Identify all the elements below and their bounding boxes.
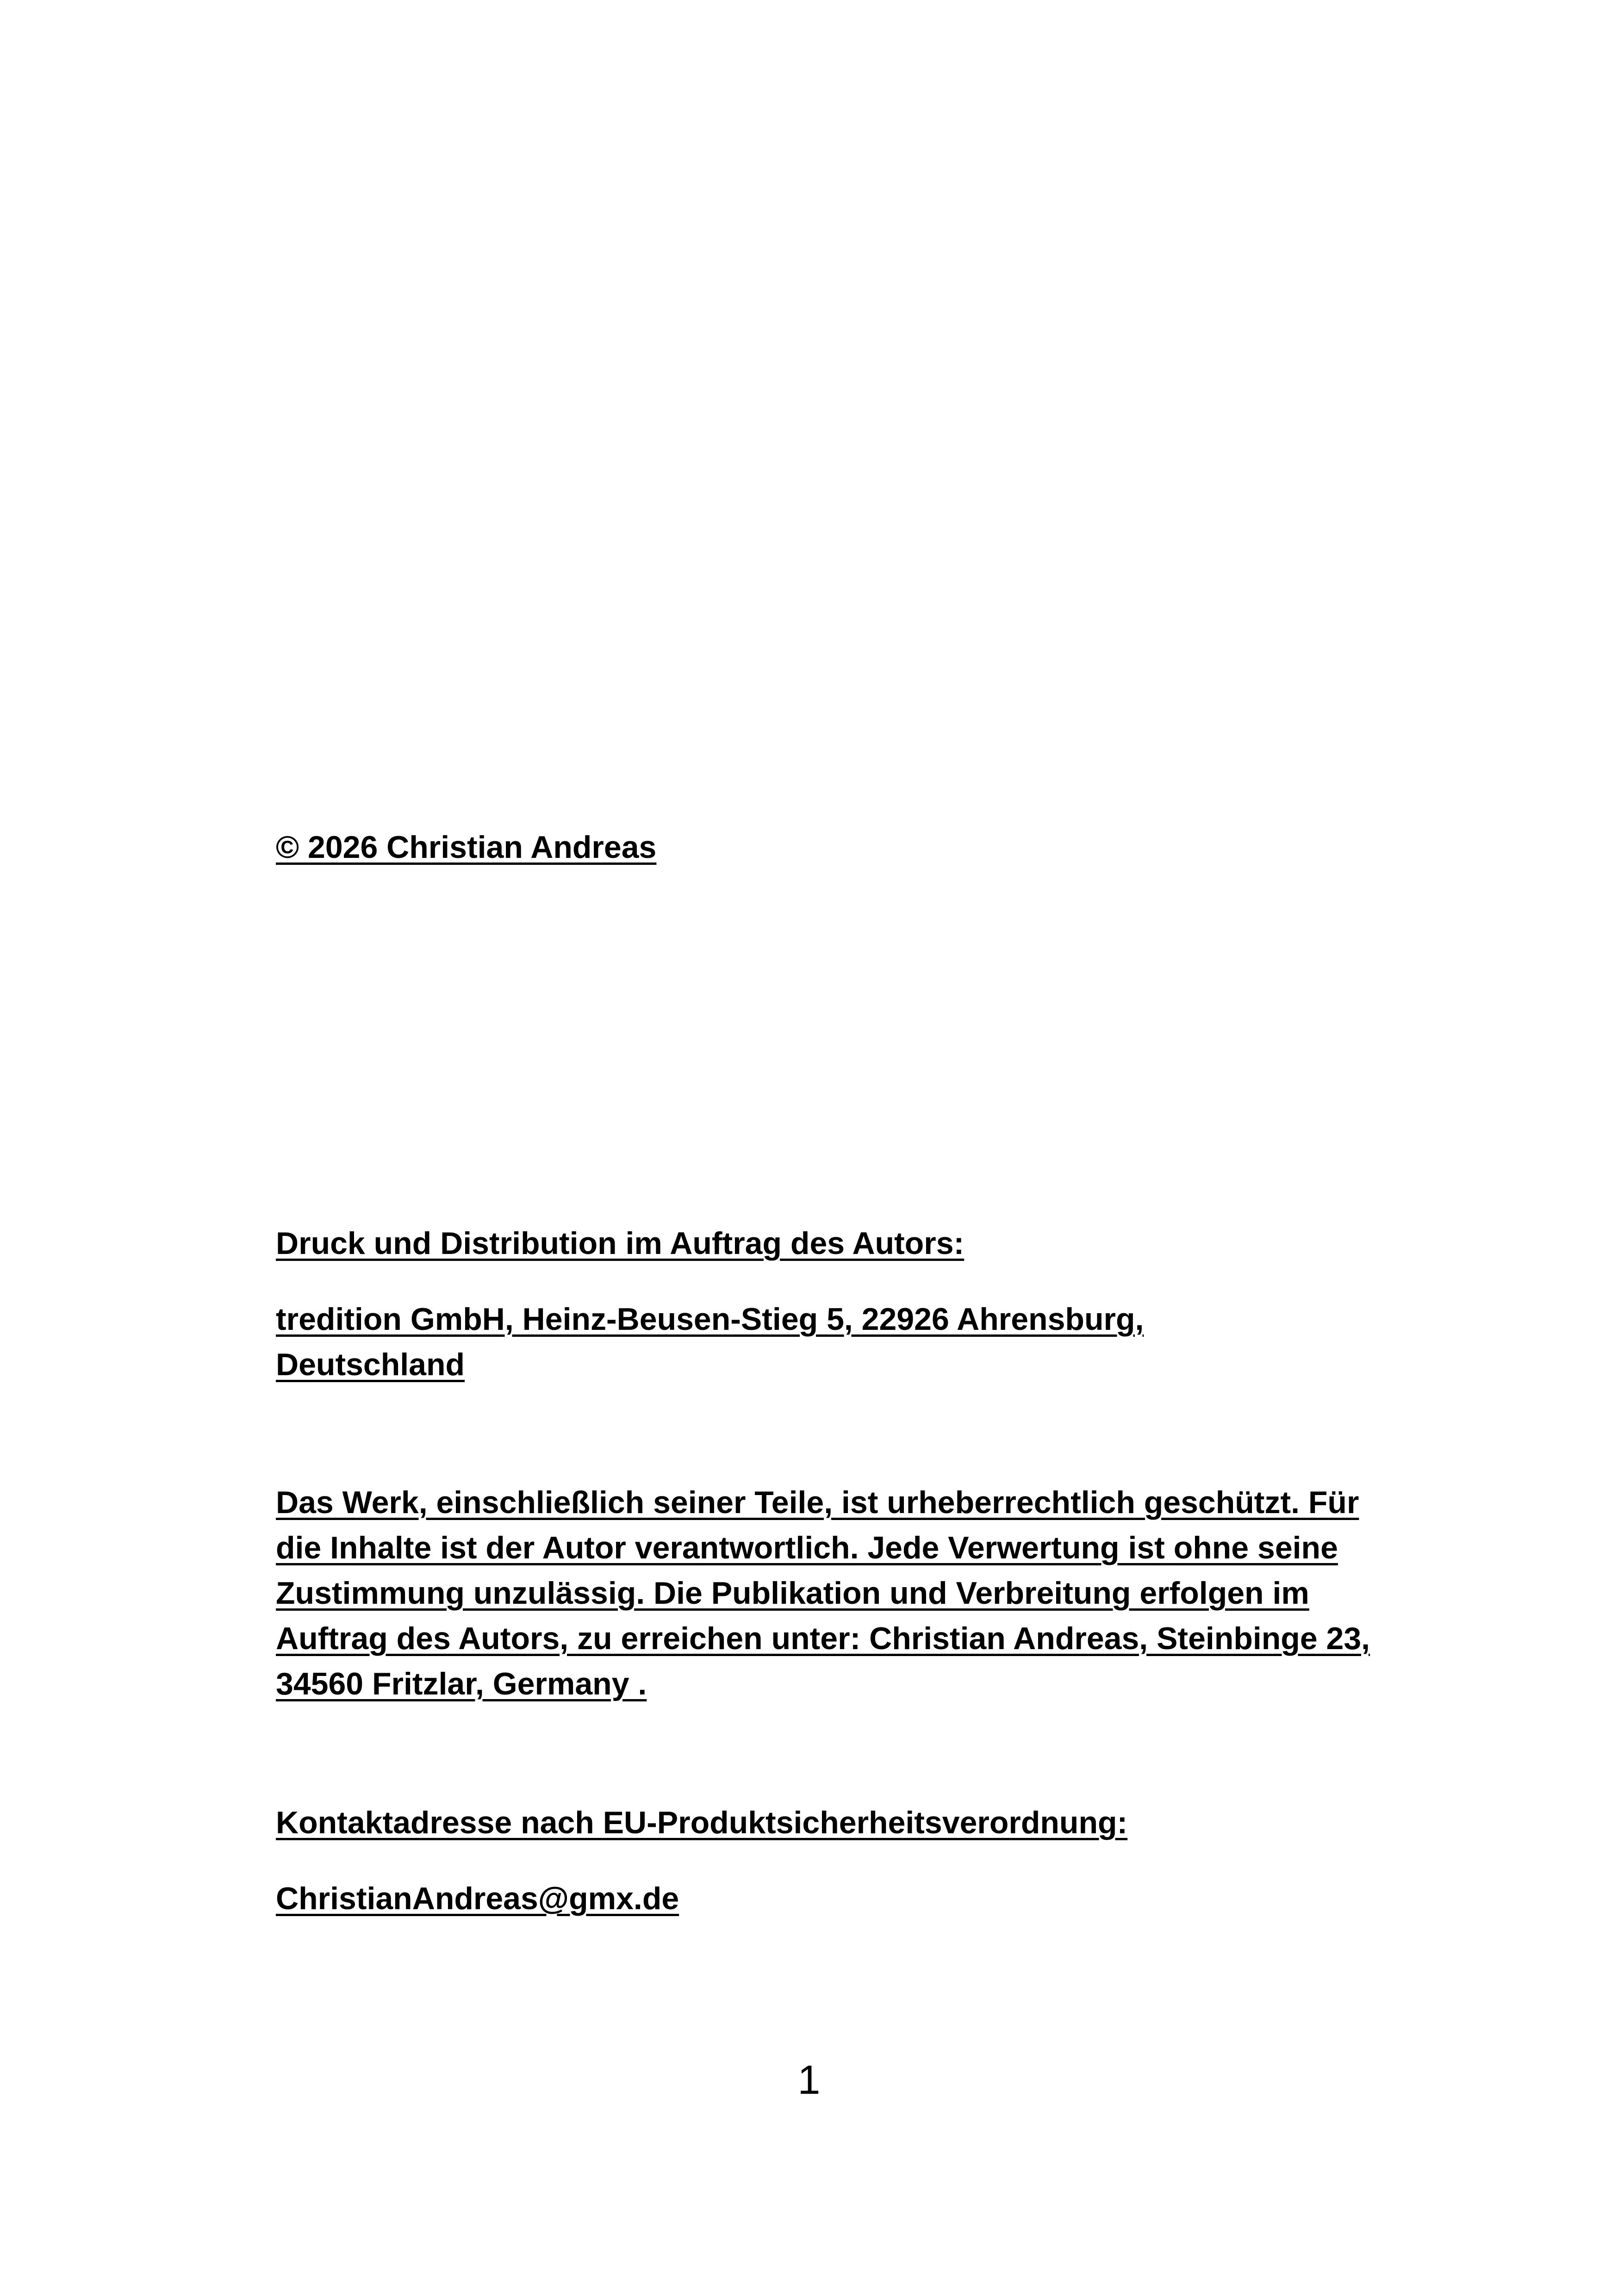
publisher-address: tredition GmbH, Heinz-Beusen-Stieg 5, 22926 Ahrensburg, Deutschland [276, 1302, 1144, 1382]
contact-email: ChristianAndreas@gmx.de [276, 1881, 679, 1916]
print-distribution-heading: Druck und Distribution im Auftrag des Autors: [276, 1226, 965, 1261]
rights-notice: Das Werk, einschließlich seiner Teile, ist urheberrechtlich geschützt. Für die Inhalte ist der Autor verantwortlich. Jede Verwertung ist ohne seine Zustimmung unzulässig. Die Publikation und Verbreitung erfolgen im Auftrag des Autors, zu erreichen unter: Christian Andreas, Steinbinge 23, 34560 Fritzlar, Germany . [276, 1485, 1370, 1701]
page-number: 1 [797, 2057, 821, 2103]
contact-heading: Kontaktadresse nach EU-Produktsicherheitsverordnung: [276, 1805, 1128, 1840]
copyright-line: © 2026 Christian Andreas [276, 830, 657, 865]
